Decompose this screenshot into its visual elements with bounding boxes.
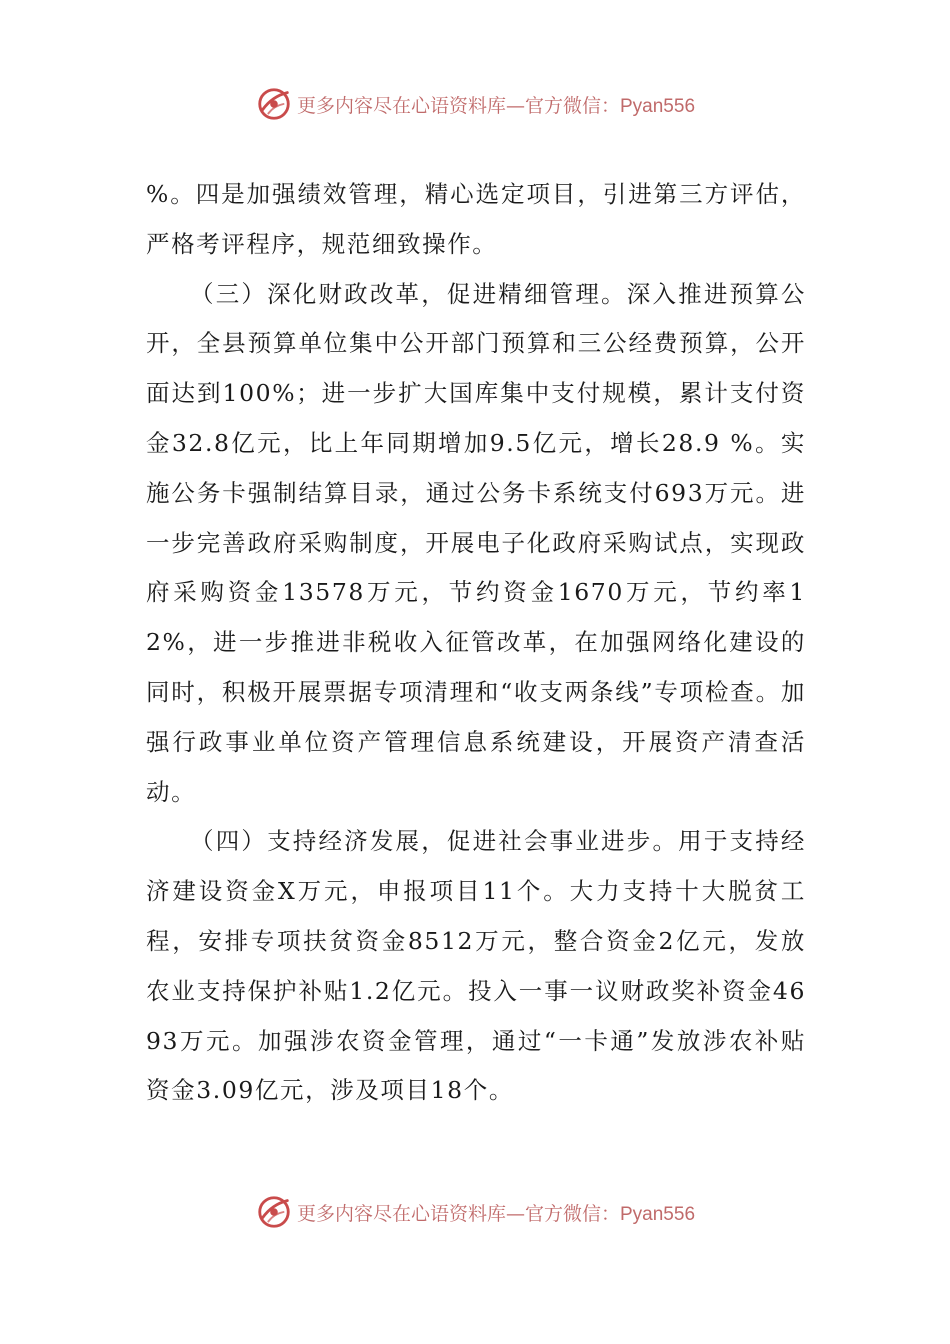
paragraph-continuation: %。四是加强绩效管理，精心选定项目，引进第三方评估，严格考评程序，规范细致操作。 [146, 180, 806, 258]
paragraph-section-4: （四）支持经济发展，促进社会事业进步。用于支持经济建设资金X万元，申报项目11个。大力支持十大脱贫工程，安排专项扶贫资金8512万元，整合资金2亿元，发放农业支持保护补贴1.2亿元。投入一事一议财政奖补资金4693万元。加强涉农资金管理，通过“一卡通”发放涉农补贴资金3.09亿元，涉及项目18个。 [146, 827, 806, 1105]
watermark-text: 更多内容尽在心语资料库—官方微信：Pyan556 [296, 1202, 696, 1225]
watermark-logo-icon [255, 1193, 293, 1231]
watermark-text: 更多内容尽在心语资料库—官方微信：Pyan556 [296, 94, 696, 117]
footer-watermark [0, 1190, 950, 1234]
header-watermark [0, 82, 950, 126]
paragraph-section-3: （三）深化财政改革，促进精细管理。深入推进预算公开，全县预算单位集中公开部门预算和三公经费预算，公开面达到100%；进一步扩大国库集中支付规模，累计支付资金32.8亿元，比上年同期增加9.5亿元，增长28.9 %。实施公务卡强制结算目录，通过公务卡系统支付693万元。进一步完善政府采购制度，开展电子化政府采购试点，实现政府采购资金13578万元，节约资金1670万元，节约率12%，进一步推进非税收入征管改革，在加强网络化建设的同时，积极开展票据专项清理和“收支两条线”专项检查。加强行政事业单位资产管理信息系统建设，开展资产清查活动。 [146, 279, 806, 806]
watermark-logo-icon [255, 85, 293, 123]
document-body [146, 170, 806, 1116]
